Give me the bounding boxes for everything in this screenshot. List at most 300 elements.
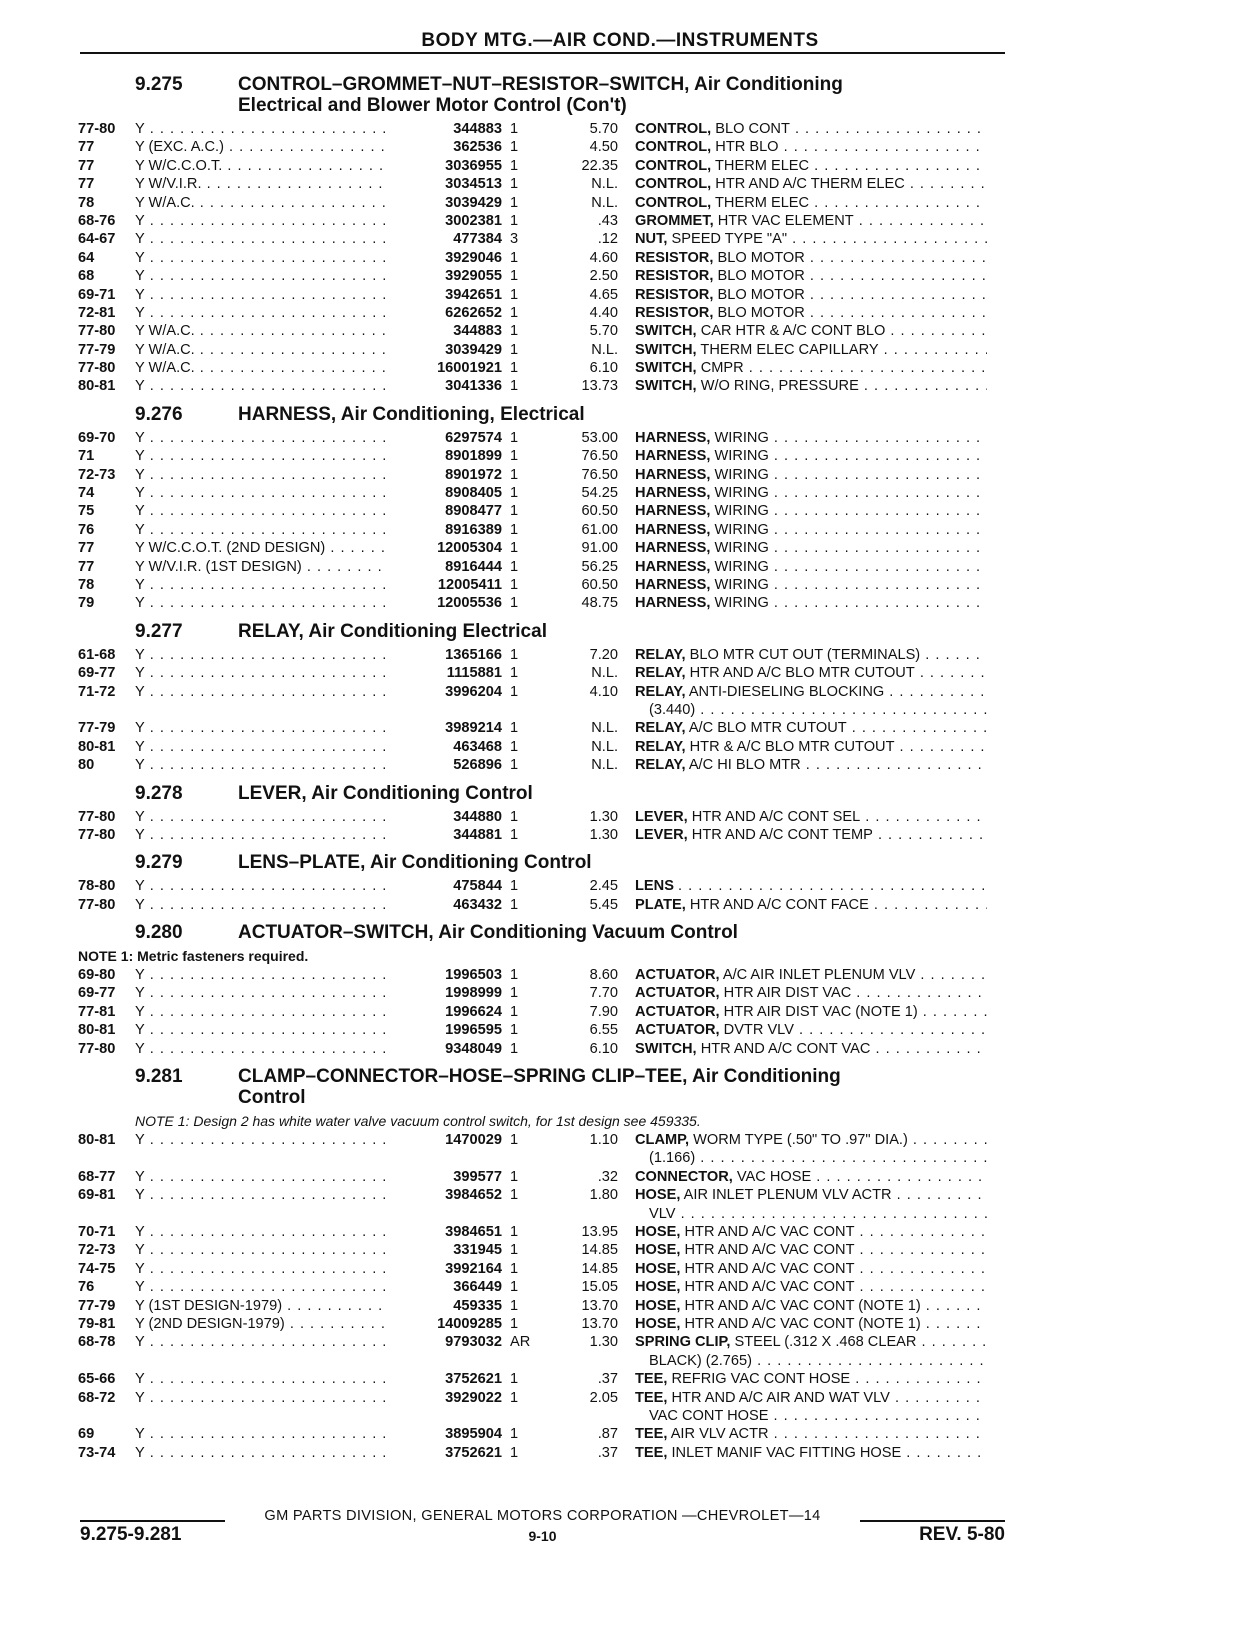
part-name: HARNESS, [635,595,711,612]
price: 4.65 [589,286,618,303]
price: 13.95 [581,1224,618,1241]
model-years: 77-80 [78,826,116,843]
part-number: 3895904 [388,1425,502,1443]
parts-row [78,138,1008,156]
part-name: SWITCH, [635,360,697,377]
usage-code: Y . . . [135,756,401,774]
quantity: 1 [510,429,519,446]
part-description [635,646,987,664]
quantity: 1 [510,808,519,825]
parts-row [78,249,1008,267]
description-line [635,341,987,359]
quantity: 1 [510,212,519,229]
description-line [635,1149,987,1167]
quantity: 1 [510,1444,519,1461]
part-number: 3996204 [388,683,502,701]
usage-code: Y . . . [135,1241,401,1259]
part-number: 3752621 [388,1444,502,1462]
description-line [635,966,987,984]
part-description [635,1297,987,1315]
parts-row [78,286,1008,304]
model-years: 77 [78,176,95,193]
part-description [635,341,987,359]
model-years: 69-80 [78,967,116,984]
usage-code: Y . . . [135,576,401,594]
part-detail: WIRING [714,595,769,612]
part-description [635,1444,987,1462]
parts-row [78,683,1008,720]
header-rule [80,52,1005,54]
part-name: RELAY, [635,665,686,682]
part-number: 8901899 [388,447,502,465]
part-name: RELAY, [635,683,686,700]
model-years: 64-67 [78,231,116,248]
model-years: 78 [78,576,95,593]
model-years: 77-79 [78,720,116,737]
usage-code: Y . . . [135,521,401,539]
model-years: 77 [78,139,95,156]
description-line [635,738,987,756]
part-detail: STEEL (.312 X .468 CLEAR [734,1334,917,1351]
price: 5.70 [589,323,618,340]
part-number: 344883 [388,120,502,138]
description-line [635,120,987,138]
price: 13.70 [581,1297,618,1314]
part-name: HARNESS, [635,521,711,538]
part-name: HOSE, [635,1187,681,1204]
usage-code: Y . . . [135,120,401,138]
part-description [635,594,987,612]
price: 6.10 [589,1040,618,1057]
part-detail: BLO MTR CUT OUT (TERMINALS) [689,646,921,663]
part-name: TEE, [635,1371,668,1388]
part-name: CONTROL, [635,139,712,156]
part-description [635,304,987,322]
usage-code: Y . . . [135,1168,401,1186]
parts-row [78,322,1008,340]
parts-row [78,1131,1008,1168]
part-number: 8901972 [388,466,502,484]
part-number: 3984652 [388,1186,502,1204]
price: 6.10 [589,360,618,377]
usage-code: Y W/C.C.O.T. (2ND DESIGN) . . . [135,539,401,557]
part-description [635,194,987,212]
model-years: 69-71 [78,286,116,303]
part-name: HOSE, [635,1297,681,1314]
part-number: 344883 [388,322,502,340]
part-number: 477384 [388,230,502,248]
price: .37 [597,1444,618,1461]
parts-row [78,966,1008,984]
part-description [635,558,987,576]
usage-code: Y . . . [135,1278,401,1296]
part-description [635,877,987,895]
part-detail: DVTR VLV [723,1022,794,1039]
part-detail: BLO MOTOR [717,286,805,303]
model-years: 75 [78,503,95,520]
price: 7.20 [589,646,618,663]
usage-code: Y (2ND DESIGN-1979) . . . [135,1315,401,1333]
usage-code: Y . . . [135,1425,401,1443]
model-years: 78 [78,194,95,211]
part-number: 3929055 [388,267,502,285]
part-name: NUT, [635,231,668,248]
usage-code: Y . . . [135,1370,401,1388]
part-description [635,1260,987,1278]
part-name: SWITCH, [635,323,697,340]
part-description [635,359,987,377]
footer-rule-right [860,1520,1005,1522]
usage-code: Y . . . [135,377,401,395]
price: 13.73 [581,378,618,395]
quantity: 1 [510,304,519,321]
part-detail: BLO MOTOR [717,268,805,285]
usage-code: Y . . . [135,1040,401,1058]
price: .87 [597,1426,618,1443]
part-detail: CAR HTR & A/C CONT BLO [700,323,886,340]
usage-code: Y W/A.C. . . . [135,359,401,377]
usage-code: Y . . . [135,984,401,1002]
section-number: 9.278 [135,782,183,804]
usage-code: Y . . . [135,646,401,664]
part-description [635,1389,987,1426]
part-description [635,756,987,774]
part-description [635,984,987,1002]
quantity: 3 [510,231,519,248]
parts-row [78,826,1008,844]
part-detail: INLET MANIF VAC FITTING HOSE [671,1444,902,1461]
quantity: 1 [510,878,519,895]
parts-row [78,1389,1008,1426]
parts-row [78,1040,1008,1058]
part-name: RELAY, [635,757,686,774]
description-line [635,175,987,193]
quantity: 1 [510,558,519,575]
description-line [635,1021,987,1039]
part-name: RESISTOR, [635,286,714,303]
part-number: 6262652 [388,304,502,322]
price: 60.50 [581,503,618,520]
section-title [78,852,1008,873]
price: 8.60 [589,967,618,984]
parts-row [78,1021,1008,1039]
part-description [635,1003,987,1021]
model-years: 80-81 [78,1132,116,1149]
price: N.L. [591,176,618,193]
quantity: 1 [510,341,519,358]
part-detail: WIRING [714,521,769,538]
section-heading [238,922,1008,943]
part-name: HARNESS, [635,429,711,446]
part-number: 16001921 [388,359,502,377]
parts-row [78,738,1008,756]
section-number: 9.276 [135,403,183,425]
parts-row [78,1333,1008,1370]
parts-row [78,594,1008,612]
model-years: 79-81 [78,1315,116,1332]
section-title [78,1066,1008,1108]
part-number: 362536 [388,138,502,156]
part-detail: HTR AIR DIST VAC (NOTE 1) [723,1003,918,1020]
description-line [635,576,987,594]
section-heading-line: Control [238,1087,306,1109]
part-detail: HTR AND A/C VAC CONT [684,1279,855,1296]
price: 76.50 [581,466,618,483]
part-name: SPRING CLIP, [635,1334,731,1351]
parts-row [78,539,1008,557]
quantity: 1 [510,521,519,538]
quantity: 1 [510,1297,519,1314]
part-number: 8916444 [388,558,502,576]
price: 4.10 [589,683,618,700]
section-heading-line: HARNESS, Air Conditioning, Electrical [238,403,585,425]
section-title [78,783,1008,804]
part-name: ACTUATOR, [635,967,720,984]
model-years: 80-81 [78,378,116,395]
part-description [635,230,987,248]
part-name: HARNESS, [635,503,711,520]
parts-row [78,175,1008,193]
quantity: 1 [510,485,519,502]
part-name: CONTROL, [635,157,712,174]
description-line [635,267,987,285]
parts-row [78,1278,1008,1296]
section-title [78,621,1008,642]
section-heading-line: LEVER, Air Conditioning Control [238,782,533,804]
part-name: HARNESS, [635,558,711,575]
usage-code: Y . . . [135,267,401,285]
quantity: 1 [510,595,519,612]
price: 1.10 [589,1132,618,1149]
parts-row [78,1003,1008,1021]
description-line [635,447,987,465]
part-detail: HTR AIR DIST VAC [723,985,852,1002]
description-line [635,502,987,520]
usage-code: Y . . . [135,212,401,230]
price: N.L. [591,341,618,358]
usage-code: Y W/V.I.R. . . . [135,175,401,193]
model-years: 80 [78,757,95,774]
description-line [635,1260,987,1278]
usage-code: Y . . . [135,594,401,612]
part-number: 459335 [388,1297,502,1315]
part-description [635,1241,987,1259]
part-name: CONTROL, [635,176,712,193]
parts-row [78,429,1008,447]
description-line [635,1241,987,1259]
part-number: 8908477 [388,502,502,520]
quantity: 1 [510,540,519,557]
usage-code: Y . . . [135,230,401,248]
parts-row [78,466,1008,484]
part-number: 3034513 [388,175,502,193]
quantity: 1 [510,985,519,1002]
part-description [635,175,987,193]
model-years: 76 [78,1279,95,1296]
part-name: CONNECTOR, [635,1168,733,1185]
part-number: 3984651 [388,1223,502,1241]
quantity: 1 [510,1187,519,1204]
usage-code: Y W/C.C.O.T. . . . [135,157,401,175]
price: 5.70 [589,121,618,137]
part-description [635,1021,987,1039]
part-name: LEVER, [635,826,688,843]
description-line [635,1278,987,1296]
model-years: 77-80 [78,808,116,825]
part-detail: BLO CONT [715,121,790,137]
usage-code: Y W/A.C. . . . [135,322,401,340]
part-number: 1998999 [388,984,502,1002]
part-detail: HTR BLO [715,139,779,156]
quantity: 1 [510,665,519,682]
description-line [635,756,987,774]
part-name: ACTUATOR, [635,985,720,1002]
description-line [635,664,987,682]
part-name: SWITCH, [635,1040,697,1057]
part-number: 3036955 [388,157,502,175]
parts-row [78,664,1008,682]
usage-code: Y . . . [135,304,401,322]
part-description [635,484,987,502]
part-description [635,539,987,557]
usage-code: Y (1ST DESIGN-1979) . . . [135,1297,401,1315]
part-number: 344880 [388,808,502,826]
model-years: 72-81 [78,304,116,321]
description-line [635,896,987,914]
quantity: 1 [510,503,519,520]
usage-code: Y . . . [135,466,401,484]
price: 7.70 [589,985,618,1002]
part-number: 8908405 [388,484,502,502]
description-line [635,1333,987,1351]
description-line [635,230,987,248]
part-description [635,377,987,395]
part-description [635,1370,987,1388]
description-line [635,521,987,539]
description-line [635,701,987,719]
section-heading [238,404,1008,425]
part-detail: WIRING [714,448,769,465]
usage-code: Y . . . [135,896,401,914]
parts-row [78,1444,1008,1462]
quantity: 1 [510,378,519,395]
part-description [635,1040,987,1058]
price: 14.85 [581,1242,618,1259]
price: 22.35 [581,157,618,174]
usage-code: Y . . . [135,1444,401,1462]
parts-row [78,1168,1008,1186]
section-heading-line: CLAMP–CONNECTOR–HOSE–SPRING CLIP–TEE, Air Conditioning [238,1066,841,1088]
part-detail: HTR AND A/C VAC CONT (NOTE 1) [684,1315,921,1332]
section-note: NOTE 1: Metric fasteners required. [78,948,309,965]
part-name: HOSE, [635,1242,681,1259]
part-detail: HTR AND A/C AIR AND WAT VLV [671,1389,890,1406]
price: 2.45 [589,878,618,895]
description-line [635,138,987,156]
quantity: 1 [510,194,519,211]
usage-code: Y . . . [135,966,401,984]
model-years: 77-80 [78,323,116,340]
part-number: 3992164 [388,1260,502,1278]
price: 91.00 [581,540,618,557]
part-detail: WIRING [714,540,769,557]
description-line [635,1223,987,1241]
part-description [635,267,987,285]
description-line [635,984,987,1002]
parts-listing [78,66,1008,1462]
part-number: 1470029 [388,1131,502,1149]
section-number: 9.277 [135,620,183,642]
part-description [635,447,987,465]
parts-row [78,646,1008,664]
description-line [635,249,987,267]
description-line [635,1389,987,1407]
price: 4.50 [589,139,618,156]
section-number: 9.281 [135,1066,183,1088]
model-years: 74 [78,485,95,502]
model-years: 79 [78,595,95,612]
description-line [635,1003,987,1021]
quantity: 1 [510,646,519,663]
description-line [635,212,987,230]
quantity: 1 [510,576,519,593]
parts-row [78,157,1008,175]
part-number: 3039429 [388,194,502,212]
part-detail: HTR AND A/C VAC CONT (NOTE 1) [684,1297,921,1314]
part-name: HARNESS, [635,466,711,483]
footer-publisher: GM PARTS DIVISION, GENERAL MOTORS CORPORATION —CHEVROLET—14 [264,1508,821,1524]
description-line [635,558,987,576]
part-number: 344881 [388,826,502,844]
parts-row [78,719,1008,737]
part-name: HOSE, [635,1224,681,1241]
section-note-row [78,1112,1008,1131]
usage-code: Y . . . [135,286,401,304]
quantity: 1 [510,323,519,340]
description-line [635,377,987,395]
description-line [635,646,987,664]
part-name: RELAY, [635,646,686,663]
description-line [635,826,987,844]
model-years: 77-80 [78,896,116,913]
quantity: 1 [510,268,519,285]
part-detail: HTR AND A/C CONT SEL [691,808,861,825]
part-name: ACTUATOR, [635,1022,720,1039]
part-name: RELAY, [635,720,686,737]
quantity: 1 [510,286,519,303]
model-years: 71-72 [78,683,116,700]
part-number: 9348049 [388,1040,502,1058]
parts-row [78,558,1008,576]
quantity: 1 [510,1022,519,1039]
parts-row [78,896,1008,914]
usage-code: Y . . . [135,249,401,267]
description-line [635,1131,987,1149]
quantity: 1 [510,1132,519,1149]
model-years: 77 [78,558,95,575]
part-detail: HTR AND A/C VAC CONT [684,1242,855,1259]
section-number: 9.280 [135,922,183,944]
price: .43 [597,212,618,229]
usage-code: Y W/V.I.R. (1ST DESIGN) . . . [135,558,401,576]
model-years: 70-71 [78,1224,116,1241]
part-detail: HTR AND A/C VAC CONT [684,1260,855,1277]
description-line [635,429,987,447]
quantity: 1 [510,1242,519,1259]
part-number: 3929022 [388,1389,502,1407]
parts-row [78,341,1008,359]
part-number: 1365166 [388,646,502,664]
